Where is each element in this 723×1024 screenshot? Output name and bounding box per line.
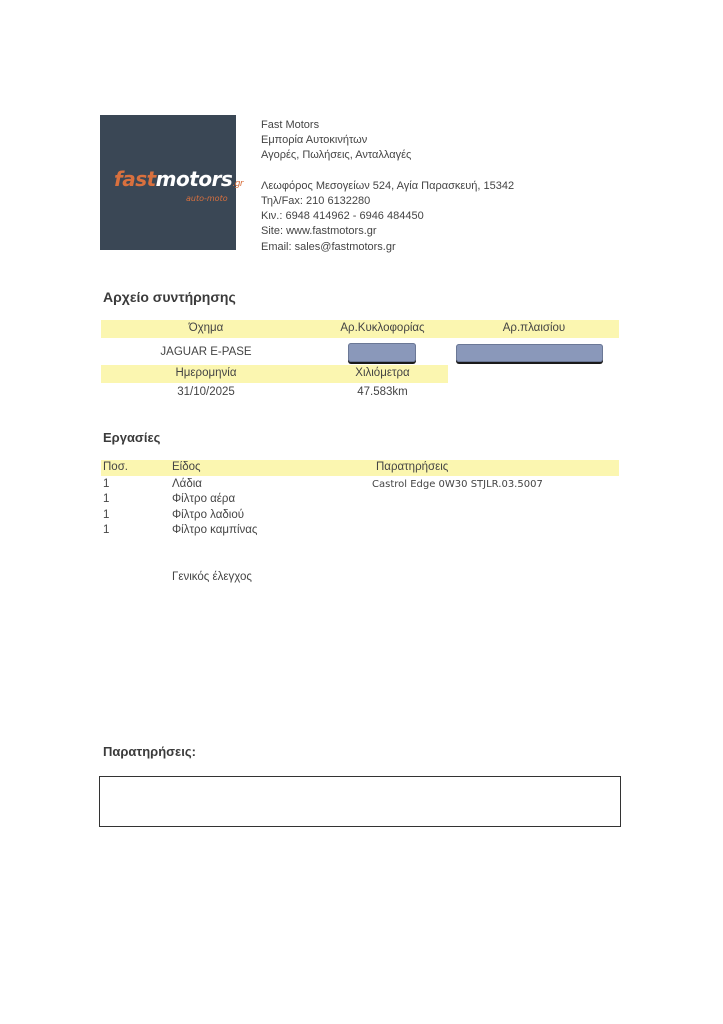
row-3-qty: 1 <box>103 509 110 521</box>
plate-header: Αρ.Κυκλοφορίας <box>340 322 425 334</box>
date-value: 31/10/2025 <box>177 386 235 398</box>
row-4-qty: 1 <box>103 524 110 536</box>
company-site[interactable]: Site: www.fastmotors.gr <box>261 225 377 237</box>
row-2-item: Φίλτρο αέρα <box>172 493 236 505</box>
row-3-item: Φίλτρο λαδιού <box>172 509 245 521</box>
chassis-redacted <box>456 344 603 362</box>
logo-suffix: .gr <box>232 179 244 189</box>
company-address: Λεωφόρος Μεσογείων 524, Αγία Παρασκευή, 15342 <box>261 180 515 192</box>
general-check: Γενικός έλεγχος <box>172 571 252 583</box>
logo-subtitle: auto-moto <box>186 194 228 203</box>
logo-motors-text: motors <box>155 167 233 191</box>
row-1-qty: 1 <box>103 478 110 490</box>
vehicle-header: Όχημα <box>188 322 224 334</box>
km-value: 47.583km <box>357 386 408 398</box>
vehicle-value: JAGUAR E-PASE <box>160 346 252 358</box>
company-services: Αγορές, Πωλήσεις, Ανταλλαγές <box>261 149 412 161</box>
row-1-item: Λάδια <box>172 478 202 490</box>
company-mobile: Κιν.: 6948 414962 - 6946 484450 <box>261 210 424 222</box>
logo-fast-text: fast <box>114 167 156 191</box>
row-1-note: Castrol Edge 0W30 STJLR.03.5007 <box>372 479 543 490</box>
works-title: Εργασίες <box>103 430 161 445</box>
remarks-title: Παρατηρήσεις: <box>103 744 196 759</box>
company-activity: Εμπορία Αυτοκινήτων <box>261 134 368 146</box>
row-2-qty: 1 <box>103 493 110 505</box>
company-phone: Τηλ/Fax: 210 6132280 <box>261 195 371 207</box>
record-title: Αρχείο συντήρησης <box>103 289 236 305</box>
works-qty-header: Ποσ. <box>103 461 128 473</box>
plate-redacted <box>348 343 416 362</box>
date-header: Ημερομηνία <box>175 367 237 379</box>
chassis-header: Αρ.πλαισίου <box>502 322 566 334</box>
remarks-box[interactable] <box>99 776 621 827</box>
logo-wordmark <box>114 167 243 191</box>
row-4-item: Φίλτρο καμπίνας <box>172 524 258 536</box>
company-email[interactable]: Email: sales@fastmotors.gr <box>261 241 396 253</box>
works-notes-header: Παρατηρήσεις <box>376 461 449 473</box>
works-item-header: Είδος <box>172 461 201 473</box>
km-header: Χιλιόμετρα <box>355 367 410 379</box>
company-logo <box>100 115 244 250</box>
company-name: Fast Motors <box>261 119 320 131</box>
